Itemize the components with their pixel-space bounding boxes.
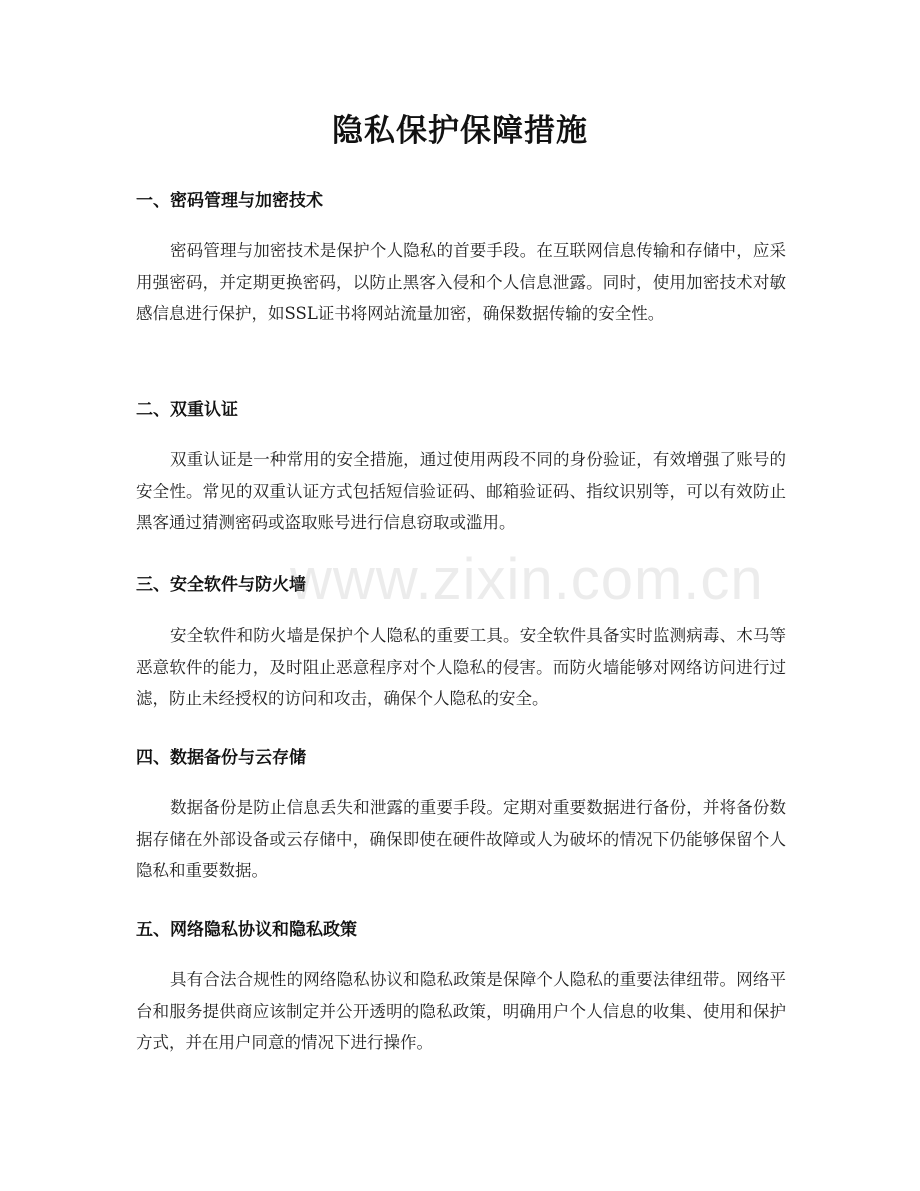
section-heading-2: 二、双重认证 [136,400,238,420]
section-paragraph-2: 双重认证是一种常用的安全措施，通过使用两段不同的身份验证，有效增强了账号的安全性。常见的双重认证方式包括短信验证码、邮箱验证码、指纹识别等，可以有效防止黑客通过猜测密码或盗取账号进行信息窃取或滥用。 [136,450,786,533]
section-paragraph-5: 具有合法合规性的网络隐私协议和隐私政策是保障个人隐私的重要法律纽带。网络平台和服务提供商应该制定并公开透明的隐私政策，明确用户个人信息的收集、使用和保护方式，并在用户同意的情况下进行操作。 [136,970,786,1053]
section-heading-4: 四、数据备份与云存储 [136,748,306,768]
section-heading-3: 三、安全软件与防火墙 [136,575,306,595]
section-paragraph-4: 数据备份是防止信息丢失和泄露的重要手段。定期对重要数据进行备份，并将备份数据存储在外部设备或云存储中，确保即使在硬件故障或人为破坏的情况下仍能够保留个人隐私和重要数据。 [136,798,786,881]
page-title: 隐私保护保障措施 [332,113,588,149]
section-heading-5: 五、网络隐私协议和隐私政策 [136,920,357,940]
section-heading-1: 一、密码管理与加密技术 [136,191,323,211]
watermark: www.zixin.com.cn [290,547,764,612]
section-paragraph-3: 安全软件和防火墙是保护个人隐私的重要工具。安全软件具备实时监测病毒、木马等恶意软件的能力，及时阻止恶意程序对个人隐私的侵害。而防火墙能够对网络访问进行过滤，防止未经授权的访问和攻击，确保个人隐私的安全。 [136,626,786,709]
section-paragraph-1: 密码管理与加密技术是保护个人隐私的首要手段。在互联网信息传输和存储中，应采用强密码，并定期更换密码，以防止黑客入侵和个人信息泄露。同时，使用加密技术对敏感信息进行保护，如SSL证书将网站流量加密，确保数据传输的安全性。 [136,241,786,324]
